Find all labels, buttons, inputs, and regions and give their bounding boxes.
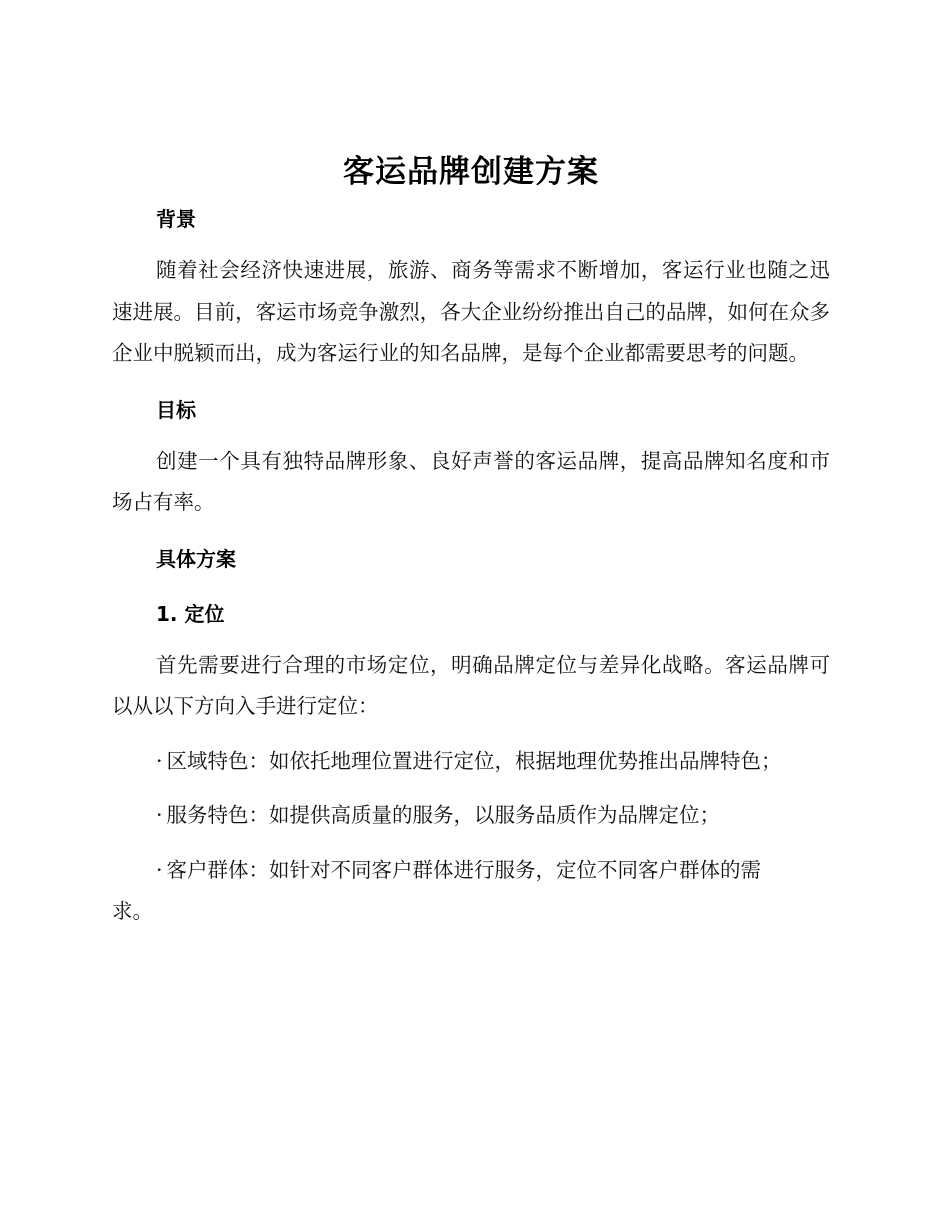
section-heading-goal: 目标 bbox=[156, 397, 196, 422]
positioning-paragraph: 首先需要进行合理的市场定位，明确品牌定位与差异化战略。客运品牌可以从以下方向入手进行定位： bbox=[112, 652, 830, 718]
document-content bbox=[112, 148, 830, 933]
section-heading-plan: 具体方案 bbox=[156, 546, 236, 571]
goal-paragraph: 创建一个具有独特品牌形象、良好声誉的客运品牌，提高品牌知名度和市场占有率。 bbox=[112, 448, 830, 514]
list-item-text: 服务特色：如提供高质量的服务，以服务品质作为品牌定位； bbox=[166, 803, 721, 827]
bullet-marker: · bbox=[156, 803, 163, 827]
bullet-marker: · bbox=[156, 857, 163, 882]
list-item bbox=[112, 795, 830, 837]
list-item bbox=[112, 741, 830, 783]
document-title: 客运品牌创建方案 bbox=[343, 154, 599, 190]
section-heading-background: 背景 bbox=[156, 207, 196, 231]
section-heading-positioning: 1. 定位 bbox=[156, 601, 225, 626]
list-item-text: 区域特色：如依托地理位置进行定位，根据地理优势推出品牌特色； bbox=[166, 748, 782, 773]
list-item-text: 客户群体：如针对不同客户群体进行服务，定位不同客户群体的需求。 bbox=[112, 857, 762, 923]
bullet-marker: · bbox=[156, 748, 163, 773]
background-paragraph: 随着社会经济快速进展，旅游、商务等需求不断增加，客运行业也随之迅速进展。目前，客运市场竞争激烈，各大企业纷纷推出自己的品牌，如何在众多企业中脱颖而出，成为客运行业的知名品牌，是每个企业都需要思考的问题。 bbox=[112, 258, 830, 365]
list-item bbox=[112, 850, 830, 933]
